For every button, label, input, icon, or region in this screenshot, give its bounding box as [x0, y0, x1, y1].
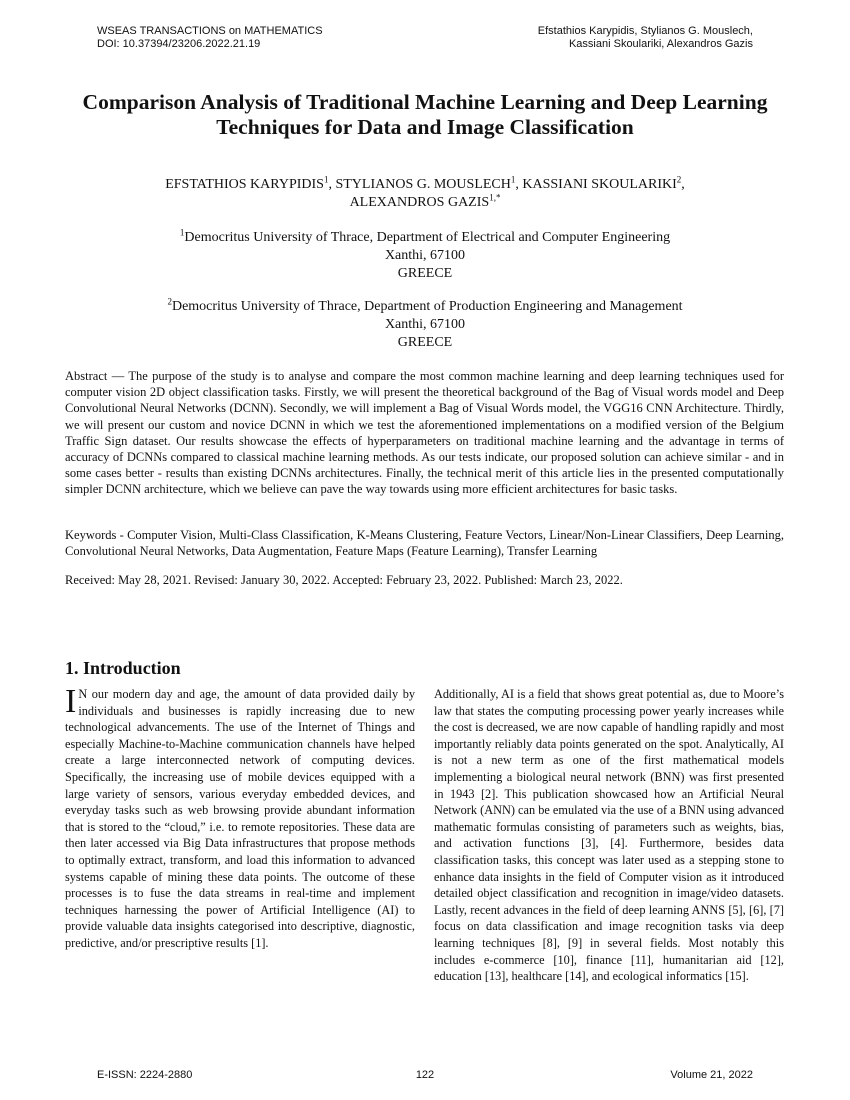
author-separator: , — [681, 177, 685, 192]
header-authors-line2: Kassiani Skoulariki, Alexandros Gazis — [568, 38, 753, 50]
author-name: EFSTATHIOS KARYPIDIS — [165, 177, 324, 192]
affiliation-city: Xanthi, 67100 — [384, 248, 466, 263]
footer-volume: Volume 21, 2022 — [670, 1069, 753, 1081]
paper-title: Comparison Analysis of Traditional Machine Learning and Deep Learning Techniques for Data and Image Classification — [82, 90, 768, 139]
author-name: KASSIANI SKOULARIKI — [522, 177, 677, 192]
affiliation-1 — [70, 229, 780, 283]
drop-cap: I — [65, 683, 77, 720]
affiliation-institution: Democritus University of Thrace, Department of Production Engineering and Management — [171, 299, 683, 314]
body-column-right — [434, 686, 784, 985]
abstract: Abstract — The purpose of the study is to analyse and compare the most common machine learning and deep learning techniques used for computer vision 2D object classification tasks. Firstly, we will present the theoretical background of the Bag of Visual words model and Deep Convolutional Neural Networks (DCNN). Secondly, we will implement a Bag of Visual Words model, the VGG16 CNN Architecture. Thirdly, we will present our custom and novice DCNN in which we test the aforementioned implementations on a modified version of the Belgium Traffic Sign dataset. Our results showcase the effects of hyperparameters on traditional machine learning and the advantage in terms of accuracy of DCNNs compared to classical machine learning methods. As our tests indicate, our proposed solution can achieve similar - and in some cases better - results than existing DCNNs architectures. Finally, the technical merit of this article lies in the presented computationally simpler DCNN architecture, which we believe can pave the way towards using more efficient architectures for basic tasks. — [65, 369, 784, 497]
affiliation-mark: 1 — [179, 227, 185, 238]
author-affiliation-mark: 2 — [676, 174, 682, 185]
author-name: ALEXANDROS GAZIS — [349, 195, 490, 210]
author-affiliation-mark: 1 — [323, 174, 329, 185]
affiliation-country: GREECE — [397, 335, 453, 350]
affiliation-mark: 2 — [167, 296, 172, 307]
author-affiliation-mark: 1,* — [489, 192, 501, 203]
running-header-left — [97, 25, 323, 51]
body-column-left — [65, 683, 415, 952]
doi[interactable]: DOI: 10.37394/23206.2022.21.19 — [97, 38, 261, 50]
affiliation-institution: Democritus University of Thrace, Department of Electrical and Computer Engineering — [184, 230, 671, 245]
intro-paragraph-right: Additionally, AI is a field that shows great potential as, due to Moore’s law that states the computing processing power yearly increases while the cost is decreased, we are now capable of handling rapidly and most importantly reliably data points generated on the spot. Analytically, AI is not a new term as one of the first mathematical models implementing a biological neural network (BNN) was first presented in 1943 [2]. This publication showcased how an Artificial Neural Network (ANN) can be emulated via the use of a BNN using advanced mathematic formulas consisting of parameters such as weights, bias, and activation functions [3], [4]. Furthermore, besides data classification tasks, this concept was later used as a stepping stone to enhance data insights in the field of Computer vision as it introduced detailed object classification and recognition in image/video datasets. Lastly, recent advances in the field of deep learning ANNS [5], [6], [7] focus on data classification and image recognition tasks via deep learning techniques [8], [9] in several fields. Most notably this includes e-commerce [10], finance [11], humanitarian aid [12], education [13], healthcare [14], and ecological informatics [15]. — [434, 687, 784, 984]
header-authors-line1: Efstathios Karypidis, Stylianos G. Mouslech, — [537, 25, 753, 37]
publication-dates: Received: May 28, 2021. Revised: January 30, 2022. Accepted: February 23, 2022. Published: March 23, 2022. — [65, 573, 623, 587]
keywords: Keywords - Computer Vision, Multi-Class Classification, K-Means Clustering, Feature Vectors, Linear/Non-Linear Classifiers, Deep Learning, Convolutional Neural Networks, Data Augmentation, Feature Maps (Feature Learning), Transfer Learning — [65, 528, 784, 559]
footer-page-number: 122 — [415, 1069, 435, 1081]
affiliation-country: GREECE — [397, 266, 453, 281]
running-header-right — [538, 25, 753, 51]
author-separator: , — [328, 177, 336, 192]
author-affiliation-mark: 1 — [510, 174, 516, 185]
intro-paragraph-left: N our modern day and age, the amount of data provided daily by individuals and businesses is rapidly increasing due to new technological advancements. The use of the Internet of Things and especially Machine-to-Machine communication channels have helped create a large interconnected network of computing devices. Specifically, the increasing use of mobile devices equipped with a large variety of sensors, various everyday embedded devices, and everyday tasks such as web browsing provide abundant information that is stored to the “cloud,” i.e. to remote repositories. These data are then later accessed via Big Data infrastructures that propose methods to optimally extract, transform, and load this information to advanced systems capable of mining these data points. The outcome of these processes is to fuse the data streams in real-time and implement techniques harnessing the power of Artificial Intelligence (AI) to provide valuable data insights categorised into descriptive, diagnostic, predictive, and/or prescriptive results [1]. — [65, 687, 415, 950]
author-list — [70, 176, 780, 212]
author-separator: , — [515, 177, 523, 192]
section-heading: 1. Introduction — [65, 658, 181, 678]
author-name: STYLIANOS G. MOUSLECH — [335, 177, 511, 192]
affiliation-2 — [70, 298, 780, 352]
journal-name: WSEAS TRANSACTIONS on MATHEMATICS — [97, 25, 323, 37]
affiliation-city: Xanthi, 67100 — [384, 317, 466, 332]
footer-issn: E-ISSN: 2224-2880 — [97, 1069, 193, 1081]
